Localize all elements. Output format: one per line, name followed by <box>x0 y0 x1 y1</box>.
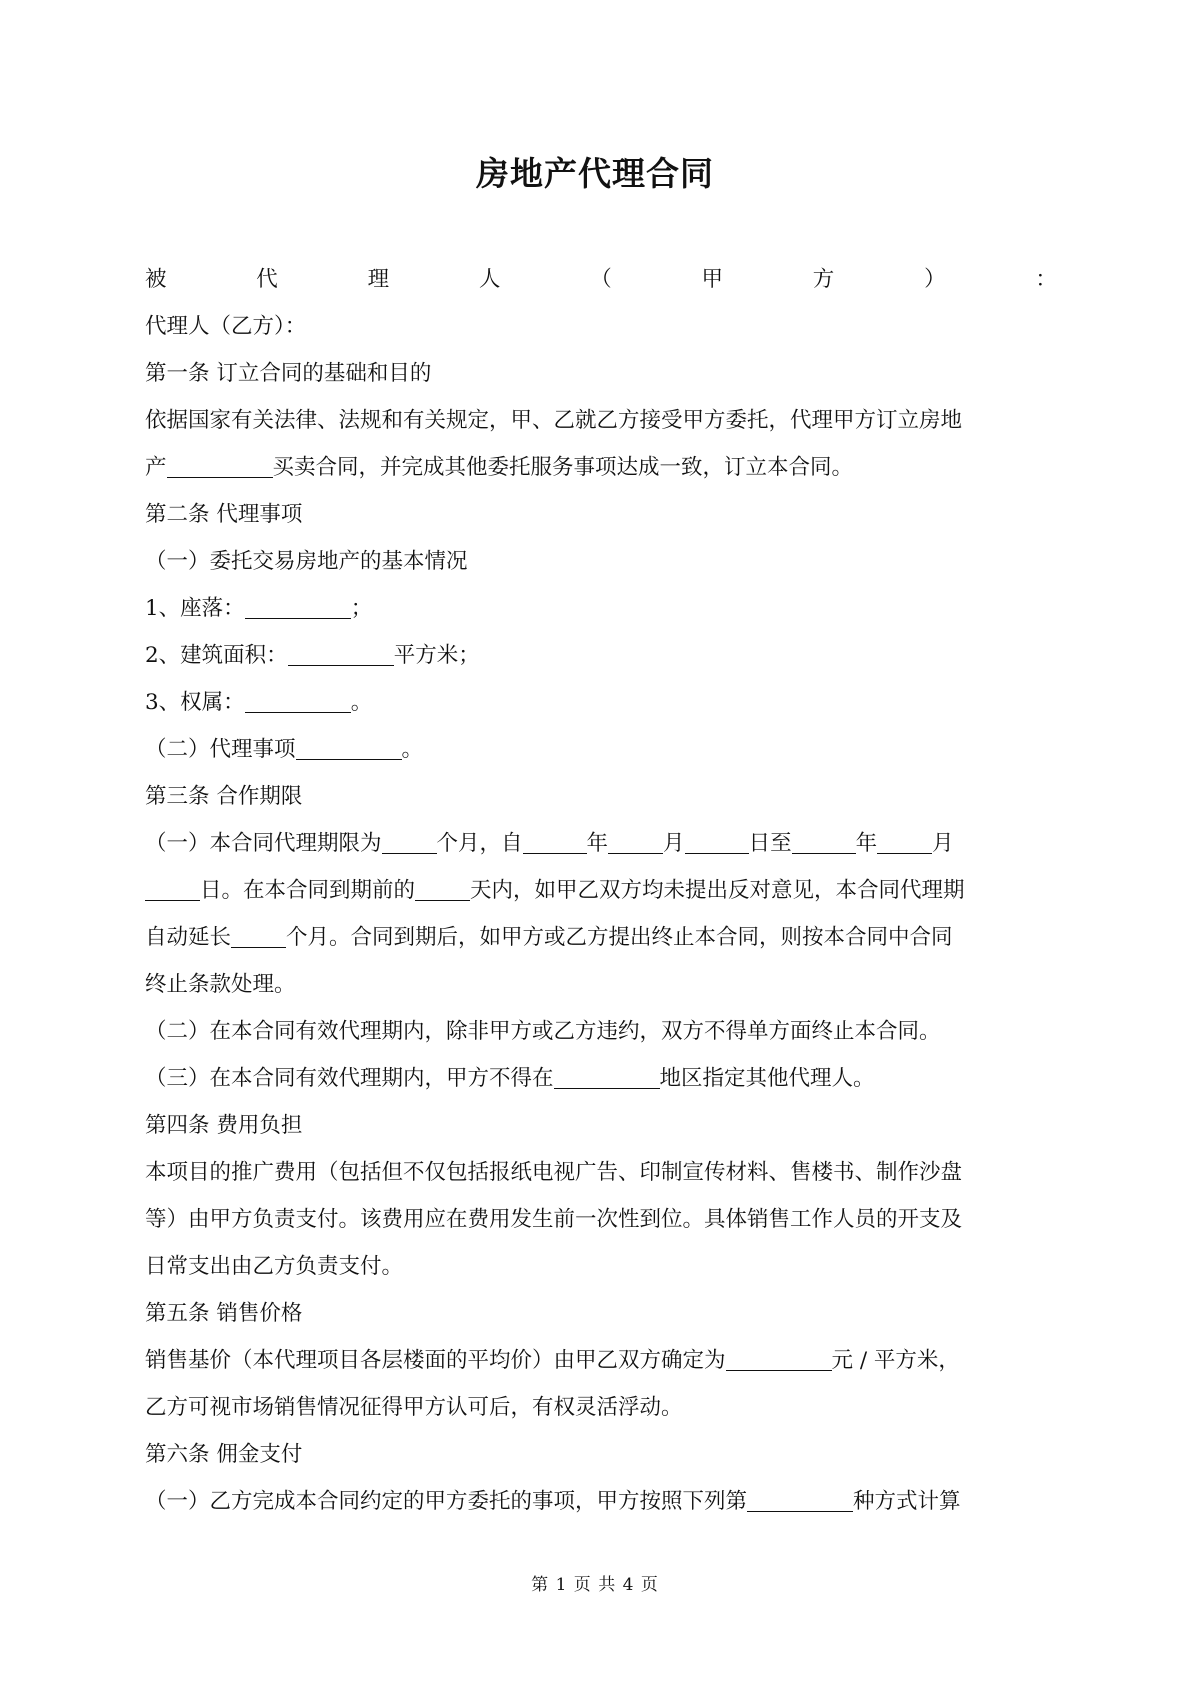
party-a-char: 方 <box>812 267 835 292</box>
party-a-char: 人 <box>478 267 501 292</box>
blank-field <box>608 827 663 854</box>
text-segment: 日。在本合同到期前的 <box>200 878 416 903</box>
paragraph-line: （一）委托交易房地产的基本情况 <box>145 549 468 574</box>
blank-field <box>523 827 587 854</box>
text-segment: （二）代理事项 <box>145 737 296 762</box>
paragraph-line: 等）由甲方负责支付。该费用应在费用发生前一次性到位。具体销售工作人员的开支及 <box>145 1207 963 1232</box>
text-segment: 月 <box>663 831 685 856</box>
text-segment: 产 <box>145 455 167 480</box>
party-a-char: （ <box>590 267 612 292</box>
contract-body <box>145 256 1057 1525</box>
blank-field <box>382 827 437 854</box>
text-segment: 天内，如甲乙双方均未提出反对意见，本合同代理期 <box>470 878 965 903</box>
text-segment: 元 / 平方米， <box>831 1348 960 1373</box>
text-segment: 地区指定其他代理人。 <box>659 1066 875 1091</box>
blank-field <box>145 874 200 901</box>
text-segment: 。 <box>350 690 373 715</box>
page-footer: 第 1 页 共 4 页 <box>531 1575 659 1595</box>
agency-matter-line <box>145 726 1057 773</box>
party-a-char: ） <box>924 267 946 292</box>
price-line <box>145 1337 1057 1384</box>
party-a-char: 甲 <box>701 267 723 292</box>
document-title: 房地产代理合同 <box>476 154 714 193</box>
paragraph-line <box>145 914 1057 961</box>
party-a-char: 理 <box>367 267 390 292</box>
text-segment: 。 <box>401 737 424 762</box>
text-segment: 1、座落： <box>145 596 245 621</box>
article-2-heading: 第二条 代理事项 <box>145 502 303 527</box>
text-segment: ； <box>350 596 373 621</box>
paragraph-line: （二）在本合同有效代理期内，除非甲方或乙方违约，双方不得单方面终止本合同。 <box>145 1019 941 1044</box>
blank-field <box>245 592 351 619</box>
party-a-line <box>145 256 1057 303</box>
blank-field <box>726 1344 832 1371</box>
blank-field <box>554 1062 660 1089</box>
blank-field <box>288 639 394 666</box>
party-a-char: ： <box>1035 267 1057 292</box>
text-segment: 月 <box>932 831 954 856</box>
party-b-line: 代理人（乙方）： <box>145 314 307 339</box>
article-3-heading: 第三条 合作期限 <box>145 784 303 809</box>
paragraph-line <box>145 1478 1057 1525</box>
paragraph-line <box>145 1055 1057 1102</box>
text-segment: 种方式计算 <box>853 1489 961 1514</box>
blank-field <box>747 1485 853 1512</box>
blank-field <box>877 827 932 854</box>
paragraph-line <box>145 867 1057 914</box>
text-segment: 自动延长 <box>145 925 232 950</box>
party-a-char: 代 <box>256 267 278 292</box>
text-segment: （三）在本合同有效代理期内，甲方不得在 <box>145 1066 554 1091</box>
text-segment: 销售基价（本代理项目各层楼面的平均价）由甲乙双方确定为 <box>145 1348 726 1373</box>
blank-field <box>296 733 402 760</box>
paragraph-line: 终止条款处理。 <box>145 972 296 997</box>
paragraph-line: 乙方可视市场销售情况征得甲方认可后，有权灵活浮动。 <box>145 1395 683 1420</box>
text-segment: 个月，自 <box>436 831 523 856</box>
paragraph-line <box>145 444 1057 491</box>
area-line <box>145 632 1057 679</box>
text-segment: 个月。合同到期后，如甲方或乙方提出终止本合同，则按本合同中合同 <box>286 925 953 950</box>
blank-field <box>245 686 351 713</box>
text-segment: （一）乙方完成本合同约定的甲方委托的事项，甲方按照下列第 <box>145 1489 748 1514</box>
paragraph-line: 依据国家有关法律、法规和有关规定，甲、乙就乙方接受甲方委托，代理甲方订立房地 <box>145 408 963 433</box>
text-segment: 平方米； <box>393 643 480 668</box>
text-segment: 日至 <box>748 831 792 856</box>
article-1-heading: 第一条 订立合同的基础和目的 <box>145 361 432 386</box>
text-segment: 买卖合同，并完成其他委托服务事项达成一致，订立本合同。 <box>272 455 854 480</box>
party-a-char: 被 <box>145 267 167 292</box>
text-segment: 2、建筑面积： <box>145 643 288 668</box>
paragraph-line: 日常支出由乙方负责支付。 <box>145 1254 404 1279</box>
blank-field <box>231 921 286 948</box>
blank-field <box>415 874 470 901</box>
article-6-heading: 第六条 佣金支付 <box>145 1442 303 1467</box>
location-line <box>145 585 1057 632</box>
ownership-line <box>145 679 1057 726</box>
blank-field <box>167 451 273 478</box>
text-segment: （一）本合同代理期限为 <box>145 831 382 856</box>
blank-field <box>792 827 856 854</box>
paragraph-line: 本项目的推广费用（包括但不仅包括报纸电视广告、印制宣传材料、售楼书、制作沙盘 <box>145 1160 963 1185</box>
text-segment: 3、权属： <box>145 690 245 715</box>
text-segment: 年 <box>855 831 878 856</box>
term-line <box>145 820 1057 867</box>
article-4-heading: 第四条 费用负担 <box>145 1113 303 1138</box>
blank-field <box>685 827 749 854</box>
text-segment: 年 <box>586 831 609 856</box>
article-5-heading: 第五条 销售价格 <box>145 1301 303 1326</box>
